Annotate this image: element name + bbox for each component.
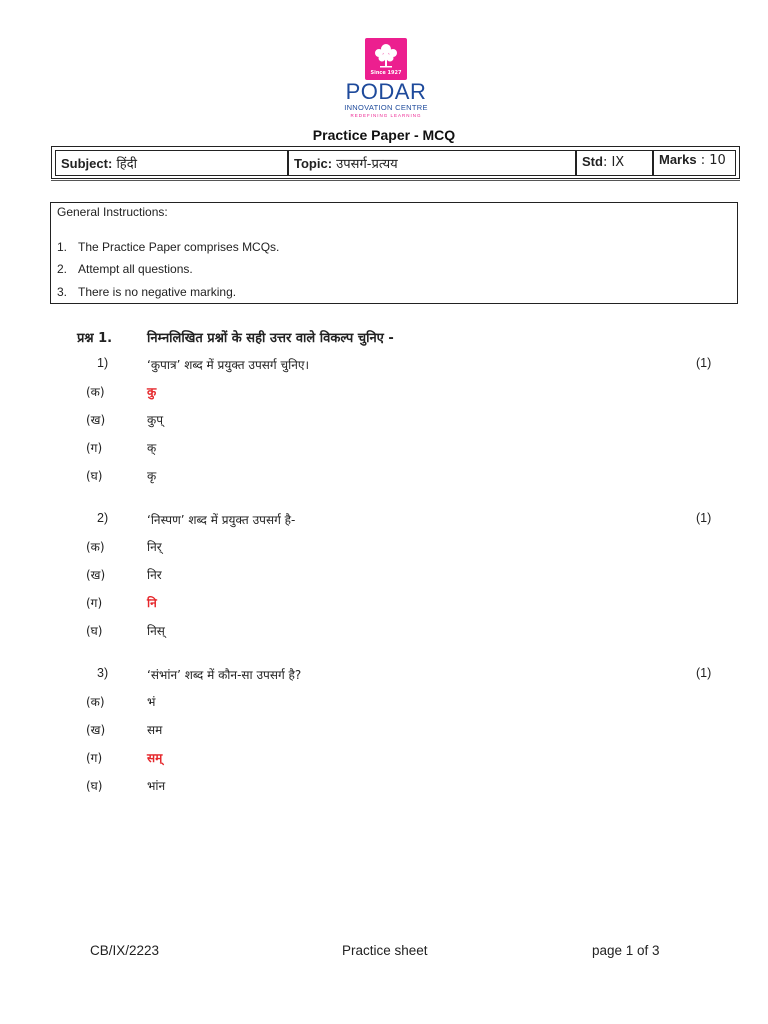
footer-page-number: page 1 of 3 — [592, 943, 660, 958]
option-text: निर् — [147, 540, 162, 554]
question-number: 2) — [97, 511, 109, 525]
question-text: ‘संभांन’ शब्द में कौन-सा उपसर्ग है? — [147, 668, 302, 682]
option-label: (ग) — [86, 596, 103, 610]
option-text: निस् — [147, 624, 165, 638]
section-heading: निम्नलिखित प्रश्नों के सही उत्तर वाले विकल्प चुनिए - — [147, 331, 394, 346]
option-text: भांन — [147, 779, 166, 793]
option-label: (ख) — [86, 723, 106, 737]
question-text: ‘कुपात्र’ शब्द में प्रयुक्त उपसर्ग चुनिए। — [147, 358, 310, 372]
footer-center: Practice sheet — [342, 943, 428, 958]
topic-value: उपसर्ग-प्रत्यय — [336, 157, 398, 172]
option-text: भं — [147, 695, 156, 709]
logo-subtitle: INNOVATION CENTRE — [344, 103, 428, 112]
subject-value: हिंदी — [116, 157, 137, 172]
subject-label: Subject: — [61, 156, 113, 171]
option-text: निर — [147, 568, 162, 582]
option-label: (ग) — [86, 441, 103, 455]
option-text-correct: कु — [147, 385, 157, 399]
std-label: Std — [582, 154, 603, 169]
logo-tagline: REDEFINING LEARNING — [350, 113, 422, 118]
option-text-correct: सम् — [147, 751, 163, 765]
paper-title: Practice Paper - MCQ — [312, 127, 456, 143]
instruction-text: Attempt all questions. — [78, 262, 193, 276]
option-label: (ख) — [86, 568, 106, 582]
marks-cell — [653, 150, 736, 176]
question-text: ‘निस्पण’ शब्द में प्रयुक्त उपसर्ग है- — [147, 513, 296, 527]
instruction-number: 3. — [57, 285, 68, 299]
question-number: 3) — [97, 666, 109, 680]
option-label: (घ) — [86, 779, 103, 793]
option-text: क् — [147, 441, 157, 455]
option-text: कुप् — [147, 413, 164, 427]
option-text-correct: नि — [147, 596, 157, 610]
option-label: (घ) — [86, 624, 103, 638]
marks-value: : 10 — [700, 153, 726, 168]
marks-label: Marks — [659, 152, 697, 167]
instruction-item — [57, 285, 236, 299]
option-label: (ख) — [86, 413, 106, 427]
info-table-underline — [51, 180, 740, 181]
question-marks: (1) — [696, 511, 712, 525]
instruction-item — [57, 262, 193, 276]
instruction-text: There is no negative marking. — [78, 285, 237, 299]
option-label: (घ) — [86, 469, 103, 483]
instructions-heading: General Instructions: — [57, 205, 168, 219]
question-marks: (1) — [696, 356, 712, 370]
topic-label: Topic: — [294, 156, 333, 171]
instruction-item — [57, 240, 279, 254]
option-label: (क) — [86, 695, 105, 709]
logo-since: Since 1927 — [370, 70, 402, 76]
option-label: (ग) — [86, 751, 103, 765]
topic-cell — [288, 150, 576, 176]
std-cell — [576, 150, 653, 176]
option-label: (क) — [86, 540, 105, 554]
footer-code: CB/IX/2223 — [90, 943, 160, 958]
subject-cell — [55, 150, 288, 176]
section-label: प्रश्न 1. — [77, 331, 113, 346]
question-marks: (1) — [696, 666, 712, 680]
logo-name: PODAR — [345, 79, 427, 104]
option-text: कृ — [147, 469, 157, 483]
option-text: सम — [147, 723, 163, 737]
instruction-number: 1. — [57, 240, 68, 254]
instruction-text: The Practice Paper comprises MCQs. — [78, 240, 280, 254]
option-label: (क) — [86, 385, 105, 399]
std-value: : IX — [602, 155, 625, 170]
instruction-number: 2. — [57, 262, 68, 276]
question-number: 1) — [97, 356, 109, 370]
